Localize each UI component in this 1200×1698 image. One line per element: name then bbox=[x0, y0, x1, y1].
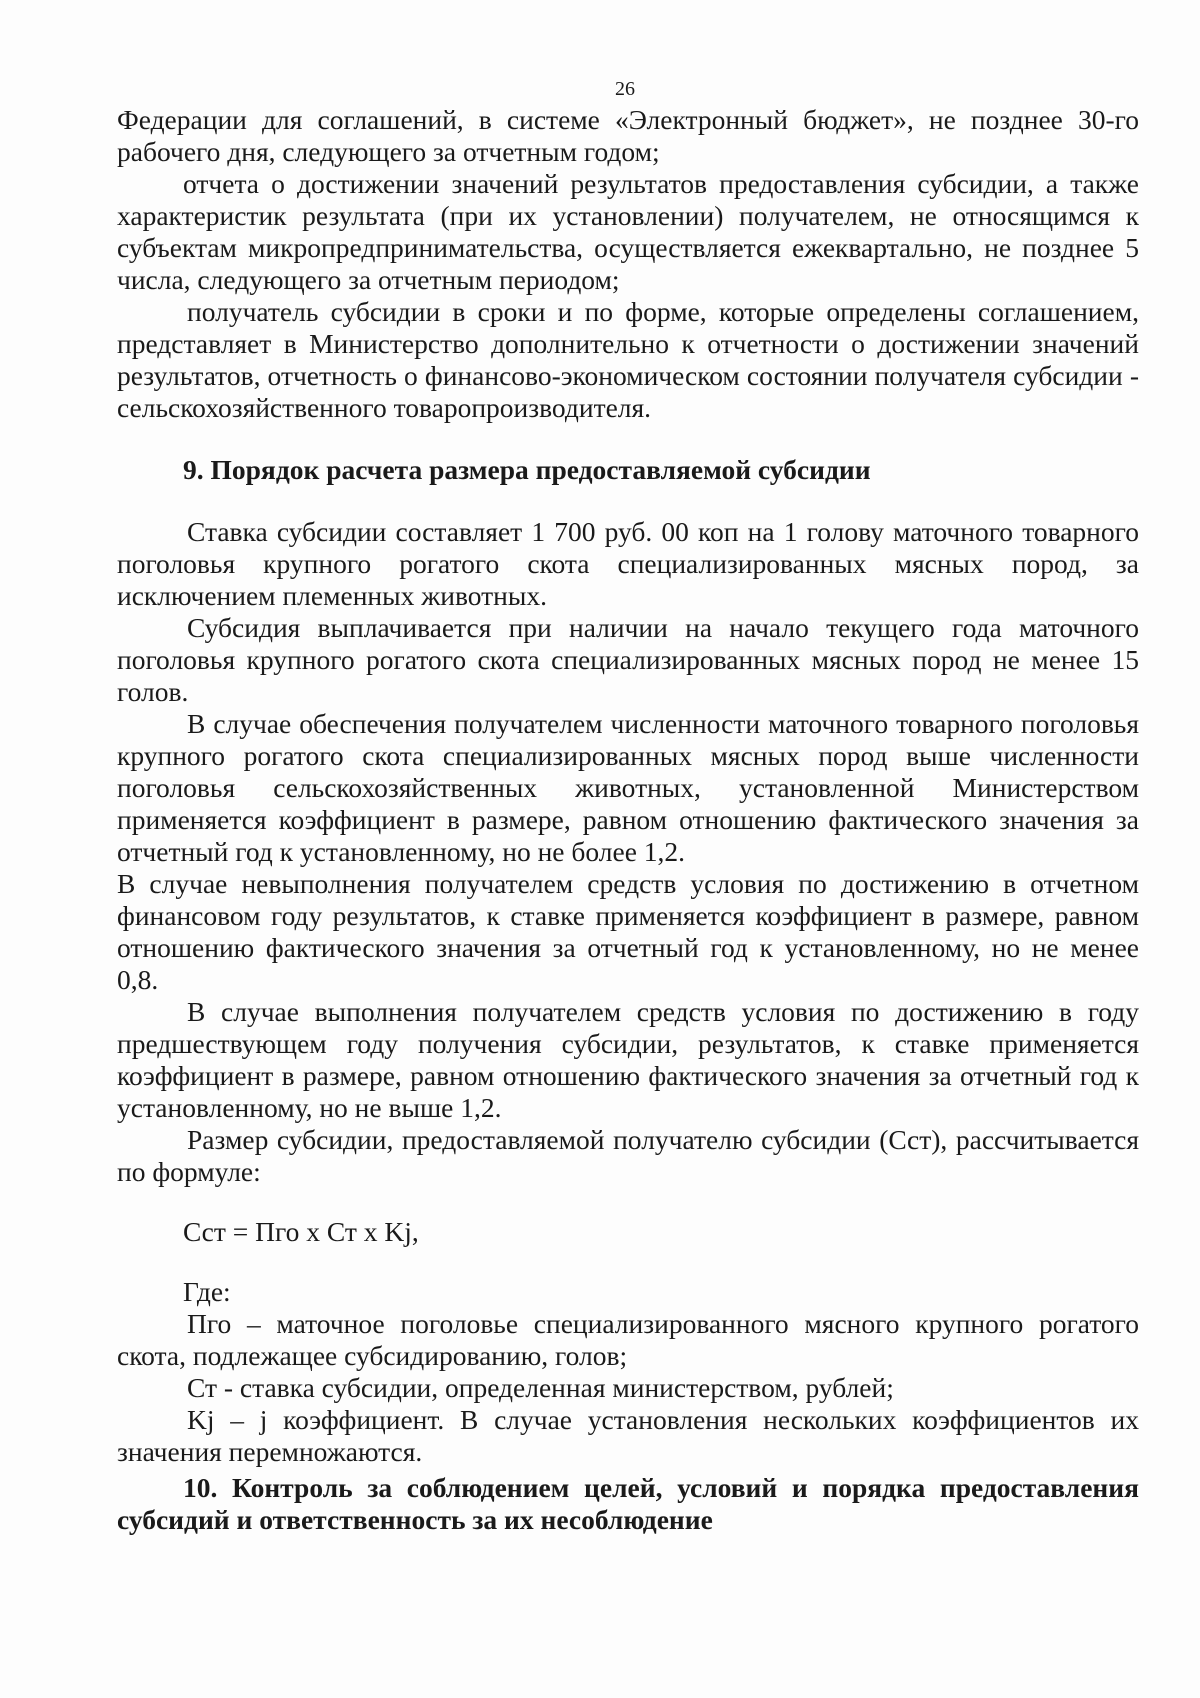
section-9-heading: 9. Порядок расчета размера предоставляемой субсидии bbox=[183, 454, 871, 485]
paragraph-coefficient-below: В случае невыполнения получателем средств условия по достижению в отчетном финансовом году результатов, к ставке применяется коэффициент в размере, равном отношению фактического значения за отчетный год к установленному, но не менее 0,8. bbox=[117, 868, 1139, 995]
spacer bbox=[117, 1188, 1139, 1216]
paragraph-subsidy-rate: Ставка субсидии составляет 1 700 руб. 00 коп на 1 голову маточного товарного поголовья крупного рогатого скота специализированных мясных пород, за исключением племенных животных. bbox=[117, 516, 1139, 611]
document-body bbox=[117, 104, 1139, 1536]
paragraph-continuation: Федерации для соглашений, в системе «Электронный бюджет», не позднее 30-го рабочего дня, следующего за отчетным годом; bbox=[117, 104, 1139, 167]
paragraph-recipient-reporting: получатель субсидии в сроки и по форме, которые определены соглашением, представляет в Министерство дополнительно к отчетности о достижении значений результатов, отчетность о финансово-экономическом состоянии получателя субсидии - сельскохозяйственного товаропроизводителя. bbox=[117, 296, 1139, 423]
paragraph-coefficient-above: В случае обеспечения получателем численности маточного товарного поголовья крупного рогатого скота специализированных мясных пород выше численности поголовья сельскохозяйственных животных, установленной Министерством применяется коэффициент в размере, равном отношению фактического значения за отчетный год к установленному, но не более 1,2. bbox=[117, 708, 1139, 867]
definition-pgo: Пго – маточное поголовье специализированного мясного крупного рогатого скота, подлежащее субсидированию, голов; bbox=[117, 1308, 1139, 1371]
paragraph-formula-intro: Размер субсидии, предоставляемой получателю субсидии (Сст), рассчитывается по формуле: bbox=[117, 1124, 1139, 1187]
paragraph-subsidy-condition: Субсидия выплачивается при наличии на начало текущего года маточного поголовья крупного рогатого скота специализированных мясных пород не менее 15 голов. bbox=[117, 612, 1139, 707]
paragraph-coefficient-previous-year: В случае выполнения получателем средств условия по достижению в году предшествующем году получения субсидии, результатов, к ставке применяется коэффициент в размере, равном отношению фактического значения за отчетный год к установленному, но не выше 1,2. bbox=[117, 996, 1139, 1123]
spacer bbox=[117, 1248, 1139, 1276]
where-label: Где: bbox=[183, 1276, 231, 1307]
definition-st: Ст - ставка субсидии, определенная министерством, рублей; bbox=[187, 1372, 894, 1403]
paragraph-report-achievement: отчета о достижении значений результатов предоставления субсидии, а также характеристик результата (при их установлении) получателем, не относящимся к субъектам микропредпринимательства, осуществляется ежеквартально, не позднее 5 числа, следующего за отчетным периодом; bbox=[117, 168, 1139, 295]
section-10-heading: 10. Контроль за соблюдением целей, условий и порядка предоставления субсидий и ответственность за их несоблюдение bbox=[117, 1472, 1139, 1535]
definition-kj: Kj – j коэффициент. В случае установления нескольких коэффициентов их значения перемножаются. bbox=[117, 1404, 1139, 1467]
page-number: 26 bbox=[615, 78, 635, 100]
formula: Сст = Пго х Ст х Kj, bbox=[183, 1216, 419, 1247]
